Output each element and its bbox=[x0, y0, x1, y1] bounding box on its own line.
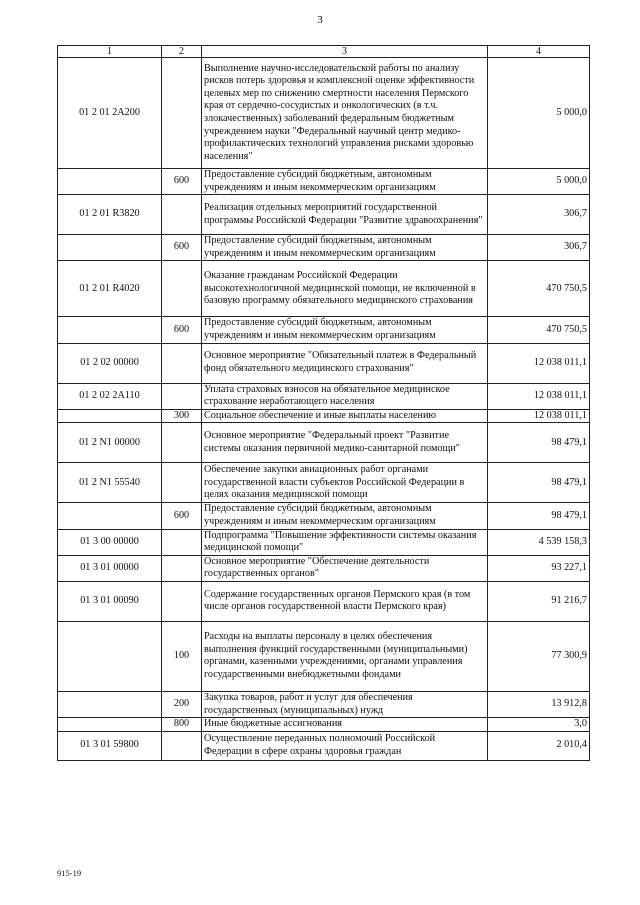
item-sum: 306,7 bbox=[488, 195, 590, 235]
item-name: Обеспечение закупки авиационных работ органами государственной власти субъектов Российской Федерации в целях оказания медицинской помощи bbox=[202, 463, 488, 503]
table-row bbox=[58, 731, 590, 760]
target-code bbox=[58, 169, 162, 195]
target-code: 01 2 02 00000 bbox=[58, 343, 162, 383]
target-code: 01 3 01 00000 bbox=[58, 555, 162, 581]
item-name: Предоставление субсидий бюджетным, автономным учреждениям и иным некоммерческим организациям bbox=[202, 317, 488, 343]
item-name: Содержание государственных органов Пермского края (в том числе органов государственной власти Пермского края) bbox=[202, 581, 488, 621]
target-code: 01 2 N1 55540 bbox=[58, 463, 162, 503]
item-name: Подпрограмма "Повышение эффективности системы оказания медицинской помощи" bbox=[202, 529, 488, 555]
page-number: 3 bbox=[317, 14, 323, 26]
item-name: Основное мероприятие "Федеральный проект "Развитие системы оказания первичной медико-санитарной помощи" bbox=[202, 423, 488, 463]
target-code bbox=[58, 718, 162, 732]
table-row bbox=[58, 235, 590, 261]
expense-type: 600 bbox=[162, 235, 202, 261]
table-row bbox=[58, 409, 590, 423]
expense-type: 600 bbox=[162, 317, 202, 343]
target-code bbox=[58, 621, 162, 691]
item-sum: 13 912,8 bbox=[488, 691, 590, 717]
item-sum: 98 479,1 bbox=[488, 423, 590, 463]
item-name: Осуществление переданных полномочий Российской Федерации в сфере охраны здоровья граждан bbox=[202, 731, 488, 760]
target-code: 01 2 01 R3820 bbox=[58, 195, 162, 235]
expense-type: 100 bbox=[162, 621, 202, 691]
expense-type: 200 bbox=[162, 691, 202, 717]
table-row bbox=[58, 58, 590, 169]
target-code: 01 2 01 R4020 bbox=[58, 261, 162, 317]
target-code bbox=[58, 317, 162, 343]
expense-type bbox=[162, 261, 202, 317]
header-col-2: 2 bbox=[162, 46, 202, 58]
item-sum: 5 000,0 bbox=[488, 58, 590, 169]
expense-type: 300 bbox=[162, 409, 202, 423]
item-sum: 12 038 011,1 bbox=[488, 383, 590, 409]
item-sum: 12 038 011,1 bbox=[488, 409, 590, 423]
header-col-4: 4 bbox=[488, 46, 590, 58]
table-row bbox=[58, 529, 590, 555]
table-row bbox=[58, 555, 590, 581]
target-code: 01 3 01 00090 bbox=[58, 581, 162, 621]
item-name: Предоставление субсидий бюджетным, автономным учреждениям и иным некоммерческим организациям bbox=[202, 235, 488, 261]
item-name: Предоставление субсидий бюджетным, автономным учреждениям и иным некоммерческим организациям bbox=[202, 169, 488, 195]
expense-type bbox=[162, 58, 202, 169]
item-sum: 306,7 bbox=[488, 235, 590, 261]
target-code: 01 2 N1 00000 bbox=[58, 423, 162, 463]
item-sum: 98 479,1 bbox=[488, 503, 590, 529]
item-name: Предоставление субсидий бюджетным, автономным учреждениям и иным некоммерческим организациям bbox=[202, 503, 488, 529]
table-row bbox=[58, 317, 590, 343]
target-code: 01 2 01 2А200 bbox=[58, 58, 162, 169]
expense-type bbox=[162, 529, 202, 555]
table-row bbox=[58, 463, 590, 503]
target-code: 01 3 01 59800 bbox=[58, 731, 162, 760]
target-code bbox=[58, 409, 162, 423]
table-row bbox=[58, 423, 590, 463]
expense-type bbox=[162, 581, 202, 621]
table-row bbox=[58, 581, 590, 621]
target-code bbox=[58, 691, 162, 717]
expense-type: 600 bbox=[162, 503, 202, 529]
item-name: Основное мероприятие "Обеспечение деятельности государственных органов" bbox=[202, 555, 488, 581]
table-row bbox=[58, 503, 590, 529]
expense-type bbox=[162, 731, 202, 760]
target-code bbox=[58, 235, 162, 261]
expense-type: 800 bbox=[162, 718, 202, 732]
table-row bbox=[58, 195, 590, 235]
item-sum: 470 750,5 bbox=[488, 317, 590, 343]
table-row bbox=[58, 691, 590, 717]
target-code: 01 3 00 00000 bbox=[58, 529, 162, 555]
header-row bbox=[58, 46, 590, 58]
expense-type bbox=[162, 463, 202, 503]
item-name: Оказание гражданам Российской Федерации высокотехнологичной медицинской помощи, не включенной в базовую программу обязательного медицинского страхования bbox=[202, 261, 488, 317]
item-sum: 470 750,5 bbox=[488, 261, 590, 317]
item-name: Закупка товаров, работ и услуг для обеспечения государственных (муниципальных) нужд bbox=[202, 691, 488, 717]
expense-type bbox=[162, 195, 202, 235]
item-sum: 2 010,4 bbox=[488, 731, 590, 760]
item-name: Реализация отдельных мероприятий государственной программы Российской Федерации "Развитие здравоохранения" bbox=[202, 195, 488, 235]
expense-type: 600 bbox=[162, 169, 202, 195]
item-name: Иные бюджетные ассигнования bbox=[202, 718, 488, 732]
item-name: Социальное обеспечение и иные выплаты населению bbox=[202, 409, 488, 423]
item-sum: 91 216,7 bbox=[488, 581, 590, 621]
item-name: Основное мероприятие "Обязательный платеж в Федеральный фонд обязательного медицинского страхования" bbox=[202, 343, 488, 383]
table-row bbox=[58, 718, 590, 732]
item-name: Расходы на выплаты персоналу в целях обеспечения выполнения функций государственными (муниципальными) органами, казенными учреждениями, органами управления государственными внебюджетными фондами bbox=[202, 621, 488, 691]
header-col-3: 3 bbox=[202, 46, 488, 58]
table-row bbox=[58, 169, 590, 195]
item-sum: 77 300,9 bbox=[488, 621, 590, 691]
expense-type bbox=[162, 383, 202, 409]
item-name: Уплата страховых взносов на обязательное медицинское страхование неработающего населения bbox=[202, 383, 488, 409]
budget-table bbox=[57, 45, 590, 761]
header-col-1: 1 bbox=[58, 46, 162, 58]
table-row bbox=[58, 261, 590, 317]
item-name: Выполнение научно-исследовательской работы по анализу рисков потерь здоровья и комплексной оценке эффективности целевых мер по снижению смертности населения Пермского края от сердечно-сосудистых и онкологических (в т.ч. злокачественных) заболеваний федеральным бюджетным учреждением науки "Федеральный научный центр медико-профилактических технологий управления рисками здоровью населения" bbox=[202, 58, 488, 169]
item-sum: 5 000,0 bbox=[488, 169, 590, 195]
target-code: 01 2 02 2А110 bbox=[58, 383, 162, 409]
expense-type bbox=[162, 423, 202, 463]
item-sum: 93 227,1 bbox=[488, 555, 590, 581]
item-sum: 3,0 bbox=[488, 718, 590, 732]
footer-code: 915-19 bbox=[57, 868, 82, 878]
item-sum: 12 038 011,1 bbox=[488, 343, 590, 383]
table-row bbox=[58, 343, 590, 383]
expense-type bbox=[162, 555, 202, 581]
table-row bbox=[58, 383, 590, 409]
item-sum: 4 539 158,3 bbox=[488, 529, 590, 555]
table-row bbox=[58, 621, 590, 691]
item-sum: 98 479,1 bbox=[488, 463, 590, 503]
target-code bbox=[58, 503, 162, 529]
expense-type bbox=[162, 343, 202, 383]
